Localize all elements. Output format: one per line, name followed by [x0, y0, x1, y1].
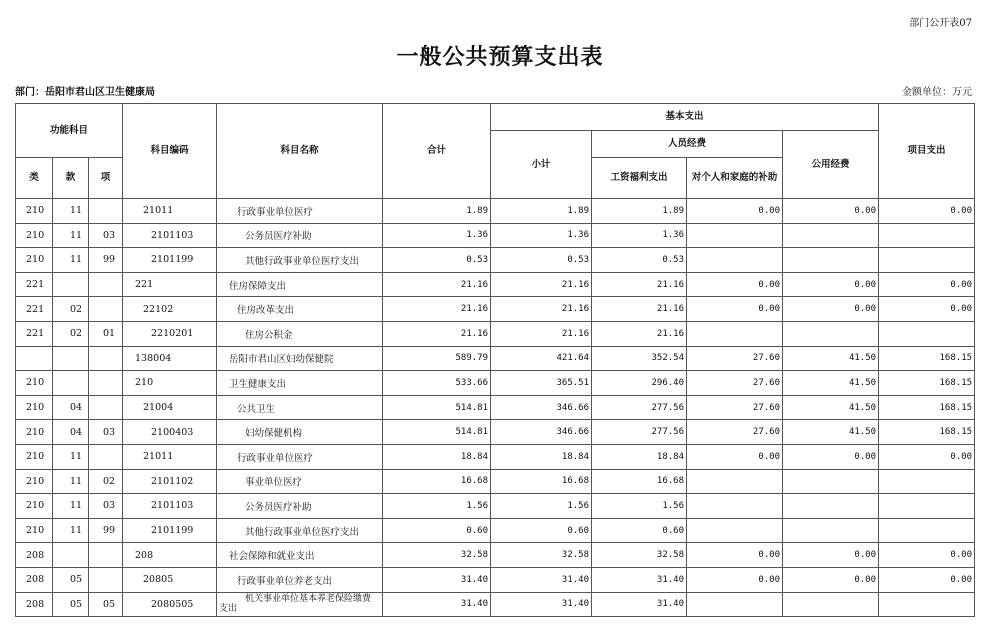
func-group-header: 功能科目 [16, 104, 123, 158]
total-cell: 16.68 [383, 469, 491, 494]
family-cell: 0.00 [687, 567, 783, 592]
family-cell: 0.00 [687, 444, 783, 469]
name-cell: 社会保障和就业支出 [217, 543, 383, 568]
wages-header: 工资福利支出 [592, 158, 687, 199]
code-cell: 2210201 [123, 321, 217, 346]
public-cell: 41.50 [783, 346, 879, 371]
table-row [16, 371, 975, 396]
family-cell: 0.00 [687, 199, 783, 224]
table-row [16, 248, 975, 273]
public-cell [783, 518, 879, 543]
xiang-cell: 03 [89, 420, 123, 445]
name-cell: 岳阳市君山区妇幼保健院 [217, 346, 383, 371]
total-cell: 0.60 [383, 518, 491, 543]
wages-cell: 277.56 [592, 420, 687, 445]
total-cell: 514.81 [383, 395, 491, 420]
xiang-cell [89, 444, 123, 469]
budget-table [15, 103, 975, 617]
kuan-cell: 11 [53, 248, 89, 273]
lei-cell: 210 [16, 518, 53, 543]
department-label: 部门：岳阳市君山区卫生健康局 [15, 87, 155, 98]
name-cell: 其他行政事业单位医疗支出 [217, 518, 383, 543]
name-header: 科目名称 [217, 104, 383, 199]
wages-cell: 16.68 [592, 469, 687, 494]
table-row [16, 494, 975, 519]
family-cell [687, 518, 783, 543]
name-cell: 公务员医疗补助 [217, 494, 383, 519]
xiang-cell [89, 371, 123, 396]
name-cell: 卫生健康支出 [217, 371, 383, 396]
family-header: 对个人和家庭的补助 [687, 158, 783, 199]
lei-cell: 208 [16, 592, 53, 617]
xiang-cell: 99 [89, 518, 123, 543]
name-cell: 事业单位医疗 [217, 469, 383, 494]
public-cell: 0.00 [783, 272, 879, 297]
lei-cell [16, 346, 53, 371]
lei-cell: 221 [16, 272, 53, 297]
total-cell: 21.16 [383, 321, 491, 346]
public-cell: 0.00 [783, 199, 879, 224]
xiang-cell [89, 346, 123, 371]
xiang-cell: 05 [89, 592, 123, 617]
lei-cell: 210 [16, 248, 53, 273]
code-cell: 210 [123, 371, 217, 396]
kuan-cell: 11 [53, 199, 89, 224]
table-row [16, 272, 975, 297]
subtotal-cell: 346.66 [491, 395, 592, 420]
public-cell: 0.00 [783, 297, 879, 322]
subtotal-header: 小计 [491, 131, 592, 199]
wages-cell: 31.40 [592, 567, 687, 592]
code-cell: 2101199 [123, 518, 217, 543]
wages-cell: 21.16 [592, 272, 687, 297]
wages-cell: 31.40 [592, 592, 687, 617]
kuan-cell: 05 [53, 567, 89, 592]
subtotal-cell: 18.84 [491, 444, 592, 469]
basic-header: 基本支出 [491, 104, 879, 131]
name-cell: 行政事业单位养老支出 [217, 567, 383, 592]
xiang-cell: 01 [89, 321, 123, 346]
total-cell: 533.66 [383, 371, 491, 396]
xiang-cell [89, 567, 123, 592]
xiang-cell [89, 272, 123, 297]
wages-cell: 1.56 [592, 494, 687, 519]
public-cell: 41.50 [783, 420, 879, 445]
lei-header: 类 [16, 158, 53, 199]
family-cell: 0.00 [687, 272, 783, 297]
public-cell [783, 592, 879, 617]
xiang-header: 项 [89, 158, 123, 199]
project-cell [879, 592, 975, 617]
subtotal-cell: 0.53 [491, 248, 592, 273]
wages-cell: 352.54 [592, 346, 687, 371]
subtotal-cell: 16.68 [491, 469, 592, 494]
total-cell: 31.40 [383, 592, 491, 617]
code-cell: 221 [123, 272, 217, 297]
project-cell: 0.00 [879, 199, 975, 224]
unit-label: 金额单位：万元 [902, 87, 972, 98]
total-cell: 32.58 [383, 543, 491, 568]
family-cell [687, 223, 783, 248]
total-cell: 21.16 [383, 297, 491, 322]
project-header: 项目支出 [879, 104, 975, 199]
kuan-cell [53, 272, 89, 297]
kuan-cell [53, 371, 89, 396]
kuan-cell: 02 [53, 297, 89, 322]
total-cell: 21.16 [383, 272, 491, 297]
project-cell [879, 248, 975, 273]
wages-cell: 277.56 [592, 395, 687, 420]
table-row [16, 469, 975, 494]
lei-cell: 210 [16, 223, 53, 248]
code-cell: 2080505 [123, 592, 217, 617]
lei-cell: 210 [16, 469, 53, 494]
wages-cell: 18.84 [592, 444, 687, 469]
project-cell [879, 223, 975, 248]
table-row [16, 567, 975, 592]
code-header: 科目编码 [123, 104, 217, 199]
public-cell: 41.50 [783, 395, 879, 420]
project-cell: 168.15 [879, 420, 975, 445]
total-cell: 1.89 [383, 199, 491, 224]
wages-cell: 21.16 [592, 297, 687, 322]
name-cell: 其他行政事业单位医疗支出 [217, 248, 383, 273]
total-header: 合计 [383, 104, 491, 199]
family-cell [687, 469, 783, 494]
subtotal-cell: 31.40 [491, 567, 592, 592]
project-cell [879, 518, 975, 543]
lei-cell: 210 [16, 199, 53, 224]
family-cell: 27.60 [687, 371, 783, 396]
table-row [16, 444, 975, 469]
total-cell: 514.81 [383, 420, 491, 445]
project-cell: 0.00 [879, 567, 975, 592]
table-row [16, 592, 975, 617]
public-cell [783, 469, 879, 494]
name-cell: 妇幼保健机构 [217, 420, 383, 445]
family-cell [687, 494, 783, 519]
public-cell [783, 223, 879, 248]
name-cell: 公务员医疗补助 [217, 223, 383, 248]
table-row [16, 297, 975, 322]
kuan-cell: 04 [53, 395, 89, 420]
lei-cell: 210 [16, 420, 53, 445]
name-cell: 公共卫生 [217, 395, 383, 420]
code-cell: 2100403 [123, 420, 217, 445]
table-row [16, 420, 975, 445]
project-cell: 0.00 [879, 543, 975, 568]
xiang-cell: 99 [89, 248, 123, 273]
code-cell: 2101199 [123, 248, 217, 273]
kuan-cell: 11 [53, 518, 89, 543]
xiang-cell [89, 297, 123, 322]
xiang-cell [89, 199, 123, 224]
family-cell: 0.00 [687, 297, 783, 322]
name-cell: 住房改革支出 [217, 297, 383, 322]
code-cell: 21004 [123, 395, 217, 420]
name-cell: 住房公积金 [217, 321, 383, 346]
total-cell: 1.56 [383, 494, 491, 519]
family-cell [687, 248, 783, 273]
lei-cell: 210 [16, 444, 53, 469]
xiang-cell: 03 [89, 223, 123, 248]
family-cell: 0.00 [687, 543, 783, 568]
code-cell: 21011 [123, 444, 217, 469]
project-cell: 0.00 [879, 272, 975, 297]
public-cell: 0.00 [783, 444, 879, 469]
subtotal-cell: 21.16 [491, 297, 592, 322]
public-cell [783, 248, 879, 273]
table-row [16, 321, 975, 346]
subtotal-cell: 1.56 [491, 494, 592, 519]
total-cell: 589.79 [383, 346, 491, 371]
project-cell [879, 494, 975, 519]
public-cell: 41.50 [783, 371, 879, 396]
xiang-cell: 02 [89, 469, 123, 494]
subtotal-cell: 0.60 [491, 518, 592, 543]
family-cell [687, 321, 783, 346]
public-cell [783, 494, 879, 519]
lei-cell: 221 [16, 321, 53, 346]
code-cell: 22102 [123, 297, 217, 322]
kuan-cell [53, 543, 89, 568]
kuan-cell: 11 [53, 469, 89, 494]
project-cell: 0.00 [879, 444, 975, 469]
xiang-cell: 03 [89, 494, 123, 519]
code-cell: 21011 [123, 199, 217, 224]
project-cell: 168.15 [879, 346, 975, 371]
family-cell: 27.60 [687, 395, 783, 420]
table-row [16, 223, 975, 248]
wages-cell: 32.58 [592, 543, 687, 568]
kuan-cell: 02 [53, 321, 89, 346]
family-cell [687, 592, 783, 617]
wages-cell: 1.89 [592, 199, 687, 224]
project-cell: 168.15 [879, 371, 975, 396]
form-code: 部门公开表07 [909, 18, 972, 29]
project-cell [879, 321, 975, 346]
kuan-cell: 11 [53, 494, 89, 519]
table-row [16, 346, 975, 371]
name-cell: 住房保障支出 [217, 272, 383, 297]
public-cell [783, 321, 879, 346]
wages-cell: 296.40 [592, 371, 687, 396]
subtotal-cell: 1.89 [491, 199, 592, 224]
table-row [16, 518, 975, 543]
personnel-header: 人员经费 [592, 131, 783, 158]
subtotal-cell: 346.66 [491, 420, 592, 445]
subtotal-cell: 31.40 [491, 592, 592, 617]
lei-cell: 208 [16, 567, 53, 592]
code-cell: 2101103 [123, 223, 217, 248]
wages-cell: 0.60 [592, 518, 687, 543]
lei-cell: 210 [16, 371, 53, 396]
public-cell: 0.00 [783, 567, 879, 592]
public-header: 公用经费 [783, 131, 879, 199]
code-cell: 2101102 [123, 469, 217, 494]
subtotal-cell: 21.16 [491, 321, 592, 346]
kuan-cell: 11 [53, 223, 89, 248]
lei-cell: 208 [16, 543, 53, 568]
name-cell: 行政事业单位医疗 [217, 199, 383, 224]
project-cell: 168.15 [879, 395, 975, 420]
project-cell: 0.00 [879, 297, 975, 322]
subtotal-cell: 421.64 [491, 346, 592, 371]
total-cell: 0.53 [383, 248, 491, 273]
project-cell [879, 469, 975, 494]
xiang-cell [89, 543, 123, 568]
table-row [16, 543, 975, 568]
table-row [16, 395, 975, 420]
code-cell: 20805 [123, 567, 217, 592]
page-title: 一般公共预算支出表 [396, 44, 604, 70]
total-cell: 18.84 [383, 444, 491, 469]
kuan-cell: 04 [53, 420, 89, 445]
lei-cell: 210 [16, 395, 53, 420]
subtotal-cell: 1.36 [491, 223, 592, 248]
subtotal-cell: 32.58 [491, 543, 592, 568]
kuan-cell [53, 346, 89, 371]
total-cell: 31.40 [383, 567, 491, 592]
wages-cell: 0.53 [592, 248, 687, 273]
wages-cell: 21.16 [592, 321, 687, 346]
subtotal-cell: 365.51 [491, 371, 592, 396]
lei-cell: 221 [16, 297, 53, 322]
kuan-cell: 05 [53, 592, 89, 617]
family-cell: 27.60 [687, 346, 783, 371]
code-cell: 208 [123, 543, 217, 568]
kuan-cell: 11 [53, 444, 89, 469]
table-row [16, 199, 975, 224]
public-cell: 0.00 [783, 543, 879, 568]
kuan-header: 款 [53, 158, 89, 199]
family-cell: 27.60 [687, 420, 783, 445]
code-cell: 2101103 [123, 494, 217, 519]
name-cell: 行政事业单位医疗 [217, 444, 383, 469]
xiang-cell [89, 395, 123, 420]
code-cell: 138004 [123, 346, 217, 371]
lei-cell: 210 [16, 494, 53, 519]
subtotal-cell: 21.16 [491, 272, 592, 297]
wages-cell: 1.36 [592, 223, 687, 248]
name-cell: 机关事业单位基本养老保险缴费支出 [217, 592, 383, 617]
total-cell: 1.36 [383, 223, 491, 248]
